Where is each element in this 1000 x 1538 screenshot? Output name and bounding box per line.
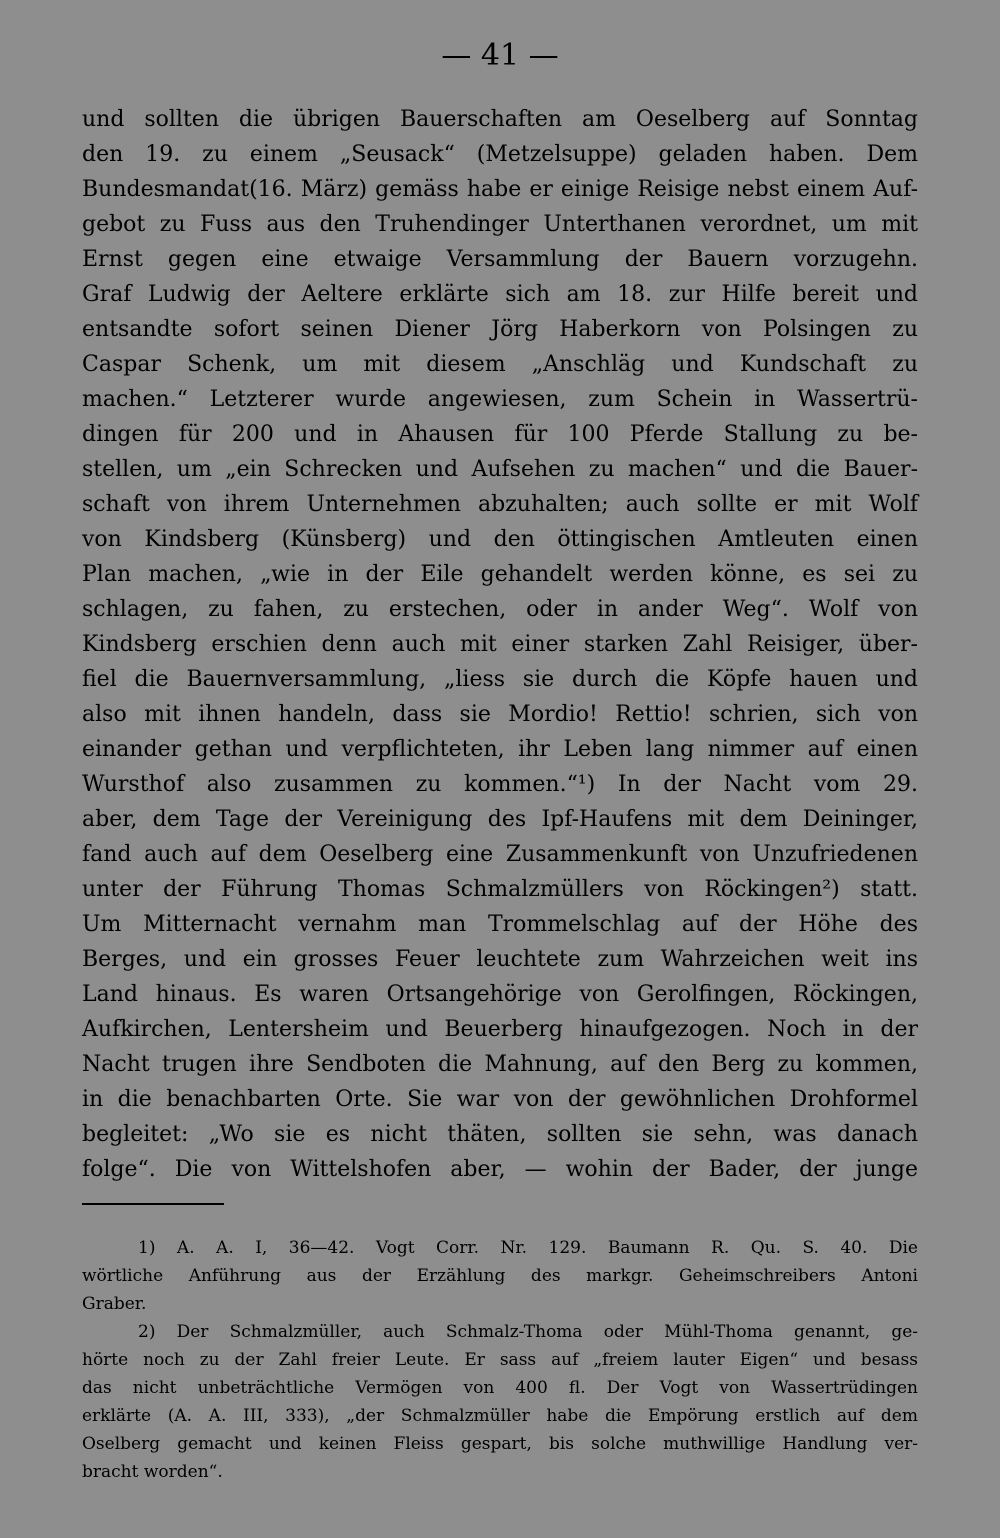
text-line: in die benachbarten Orte. Sie war von der gewöhnlichen Drohformel [82, 1087, 918, 1112]
text-line: schaft von ihrem Unternehmen abzuhalten; auch sollte er mit Wolf [82, 492, 918, 517]
footnote-line: wörtliche Anführung aus der Erzählung des markgr. Geheimschreibers Antoni [82, 1266, 918, 1286]
text-line: Um Mitternacht vernahm man Trommelschlag auf der Höhe des [82, 912, 918, 937]
text-line: dingen für 200 und in Ahausen für 100 Pferde Stallung zu be- [82, 422, 918, 447]
text-line: unter der Führung Thomas Schmalzmüllers von Röckingen²) statt. [82, 877, 918, 902]
footnote-line: hörte noch zu der Zahl freier Leute. Er sass auf „freiem lauter Eigen“ und besass [82, 1350, 918, 1370]
text-line: von Kindsberg (Künsberg) und den öttingischen Amtleuten einen [82, 527, 918, 552]
page-number: — 41 — [441, 38, 559, 73]
text-line: fand auch auf dem Oeselberg eine Zusammenkunft von Unzufriedenen [82, 842, 918, 867]
footnote-separator [82, 1203, 224, 1205]
body-text [82, 102, 918, 1187]
text-line: Bundesmandat(16. März) gemäss habe er einige Reisige nebst einem Auf- [82, 177, 918, 202]
text-line: fiel die Bauernversammlung, „liess sie durch die Köpfe hauen und [82, 667, 918, 692]
text-line: einander gethan und verpflichteten, ihr Leben lang nimmer auf einen [82, 737, 918, 762]
text-line: Caspar Schenk, um mit diesem „Anschläg und Kundschaft zu [82, 352, 918, 377]
text-line: gebot zu Fuss aus den Truhendinger Unterthanen verordnet, um mit [82, 212, 918, 237]
text-line: Wursthof also zusammen zu kommen.“¹) In der Nacht vom 29. [82, 772, 918, 797]
text-line: stellen, um „ein Schrecken und Aufsehen zu machen“ und die Bauer- [82, 457, 918, 482]
text-line: also mit ihnen handeln, dass sie Mordio! Rettio! schrien, sich von [82, 702, 918, 727]
footnote-line: 1) A. A. I, 36—42. Vogt Corr. Nr. 129. Baumann R. Qu. S. 40. Die [138, 1238, 918, 1258]
text-line: folge“. Die von Wittelshofen aber, — wohin der Bader, der junge [82, 1157, 918, 1182]
text-line: schlagen, zu fahen, zu erstechen, oder in ander Weg“. Wolf von [82, 597, 918, 622]
text-line: entsandte sofort seinen Diener Jörg Haberkorn von Polsingen zu [82, 317, 918, 342]
text-line: Aufkirchen, Lentersheim und Beuerberg hinaufgezogen. Noch in der [82, 1017, 918, 1042]
text-line: Berges, und ein grosses Feuer leuchtete zum Wahrzeichen weit ins [82, 947, 918, 972]
text-line: aber, dem Tage der Vereinigung des Ipf-Haufens mit dem Deininger, [82, 807, 918, 832]
text-line: den 19. zu einem „Seusack“ (Metzelsuppe) geladen haben. Dem [82, 142, 918, 167]
footnotes [82, 1234, 918, 1486]
footnote-line: erklärte (A. A. III, 333), „der Schmalzmüller habe die Empörung erstlich auf dem [82, 1406, 918, 1426]
text-line: und sollten die übrigen Bauerschaften am Oeselberg auf Sonntag [82, 107, 918, 132]
text-line: Ernst gegen eine etwaige Versammlung der Bauern vorzugehn. [82, 247, 918, 272]
text-line: Kindsberg erschien denn auch mit einer starken Zahl Reisiger, über- [82, 632, 918, 657]
footnote-line: das nicht unbeträchtliche Vermögen von 400 fl. Der Vogt von Wassertrüdingen [82, 1378, 918, 1398]
text-line: Graf Ludwig der Aeltere erklärte sich am 18. zur Hilfe bereit und [82, 282, 918, 307]
text-line: Land hinaus. Es waren Ortsangehörige von Gerolfingen, Röckingen, [82, 982, 918, 1007]
footnote-line: Oselberg gemacht und keinen Fleiss gespart, bis solche muthwillige Handlung ver- [82, 1434, 918, 1454]
text-line: Plan machen, „wie in der Eile gehandelt werden könne, es sei zu [82, 562, 918, 587]
text-line: machen.“ Letzterer wurde angewiesen, zum Schein in Wassertrü- [82, 387, 918, 412]
footnote-line: Graber. [82, 1294, 147, 1314]
footnote-line: bracht worden“. [82, 1462, 223, 1482]
footnote-line: 2) Der Schmalzmüller, auch Schmalz-Thoma oder Mühl-Thoma genannt, ge- [138, 1322, 918, 1342]
text-line: begleitet: „Wo sie es nicht thäten, sollten sie sehn, was danach [82, 1122, 918, 1147]
text-line: Nacht trugen ihre Sendboten die Mahnung, auf den Berg zu kommen, [82, 1052, 918, 1077]
